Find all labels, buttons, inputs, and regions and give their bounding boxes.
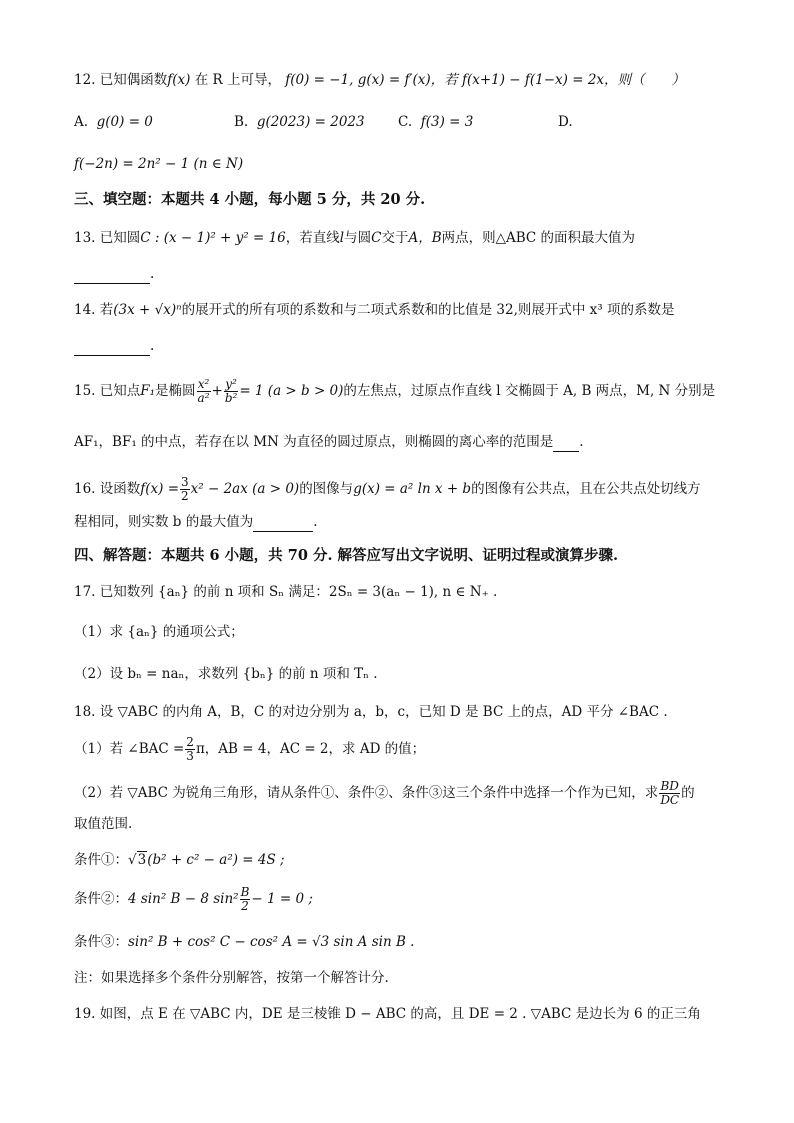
q17-part1: （1）求 {aₙ} 的通项公式；: [74, 624, 244, 640]
section3-title: 三、填空题：本题共 4 小题，每小题 5 分，共 20 分.: [74, 191, 426, 208]
q12-option-d: f(−2n) = 2n² − 1 (n ∈ N): [74, 156, 244, 172]
q12-stem: [74, 70, 685, 90]
q18-part1: （1）若 ∠BAC = $\frac{2}{3}$ π，AB = 4，AC = 2，求 AD 的值；: [74, 735, 426, 763]
q12-option-a: A. g(0) = 0: [74, 114, 153, 130]
q12-condition: f(0) = −1, g(x) = f′(x)，若 f(x+1) − f(1−x) = 2x，则（ ）: [285, 72, 686, 88]
q18-stem: 18. 设 ▽ABC 的内角 A，B，C 的对边分别为 a，b，c，已知 D 是 BC 上的点，AD 平分 ∠BAC .: [74, 704, 668, 720]
q18-part2-line2: 取值范围.: [74, 816, 133, 832]
q12-option-b: B. g(2023) = 2023: [234, 114, 365, 130]
q18-frac-2-3: $\frac{2}{3}$: [186, 735, 194, 763]
q16-line2: 程相同，则实数 b 的最大值为 .: [74, 514, 318, 530]
q13-stem: 13. 已知圆C : (x − 1)² + y² = 16，若直线l与圆C交于A，B两点，则△ABC 的面积最大值为: [74, 230, 636, 246]
q17-stem: 17. 已知数列 {aₙ} 的前 n 项和 Sₙ 满足：2Sₙ = 3(aₙ − 1), n ∈ N₊ .: [74, 584, 498, 600]
q18-condition-3: 条件③：sin² B + cos² C − cos² A = √3 sin A sin B .: [74, 934, 415, 950]
q12-prefix: 12. 已知偶函数: [74, 72, 168, 88]
q16-frac: $\frac{3}{2}$: [181, 475, 189, 503]
q18-condition-1: 条件①：√3(b² + c² − a²) = 4S ;: [74, 852, 285, 868]
q18-frac-bd-dc: $\frac{BD}{DC}$: [660, 779, 680, 807]
section4-title: 四、解答题：本题共 6 小题，共 70 分. 解答应写出文字说明、证明过程或演算步骤.: [74, 547, 619, 564]
q15-line2: AF₁，BF₁ 的中点，若存在以 MN 为直径的圆过原点，则椭圆的离心率的范围是 .: [74, 434, 584, 450]
q18-part2: （2）若 ▽ABC 为锐角三角形，请从条件①、条件②、条件③这三个条件中选择一个作为已知，求 $\frac{BD}{DC}$ 的: [74, 779, 695, 807]
q15-frac-x: $\frac{\text{x²}}{\text{a²}}$: [197, 377, 210, 405]
q18-note: 注：如果选择多个条件分别解答，按第一个解答计分.: [74, 970, 389, 986]
q13-circle-eq: C : (x − 1)² + y² = 16: [140, 230, 286, 246]
q17-part2: （2）设 bₙ = naₙ，求数列 {bₙ} 的前 n 项和 Tₙ .: [74, 666, 378, 682]
q18-condition-2: 条件②：4 sin² B − 8 sin² $\frac{B}{2}$ − 1 = 0 ;: [74, 885, 313, 913]
q12-option-d-label: D.: [558, 114, 573, 130]
q15-frac-y: $\frac{\text{y²}}{\text{b²}}$: [224, 377, 238, 405]
q18-frac-b-2: $\frac{B}{2}$: [240, 885, 250, 913]
q16-stem: 16. 设函数f(x) = $\frac{3}{2}$ x² − 2ax (a > 0)的图像与g(x) = a² ln x + b的图像有公共点，且在公共点处切线方: [74, 475, 701, 503]
q14-binomial: (3x + √x)ⁿ: [113, 302, 182, 318]
q15-stem: 15. 已知点F₁是椭圆 $\frac{\text{x²}}{\text{a²}}$ + $\frac{\text{y²}}{\text{b²}}$ = 1 (a > b > 0)的左焦点，过原点作直线 l 交椭圆于 A, B 两点，M, N 分别是: [74, 377, 716, 405]
q19-stem: 19. 如图，点 E 在 ▽ABC 内，DE 是三棱锥 D − ABC 的高，且 DE = 2 . ▽ABC 是边长为 6 的正三角: [74, 1006, 701, 1022]
q13-answer-line: .: [74, 264, 154, 284]
q12-option-c: C. f(3) = 3: [398, 114, 474, 130]
q14-stem: 14. 若(3x + √x)ⁿ的展开式的所有项的系数和与二项式系数和的比值是 32,则展开式中 x³ 项的系数是: [74, 302, 675, 318]
q12-fx: f(x): [167, 72, 191, 88]
q12-f-part: 在 R 上可导，: [194, 72, 281, 88]
q14-answer-line: .: [74, 336, 154, 356]
